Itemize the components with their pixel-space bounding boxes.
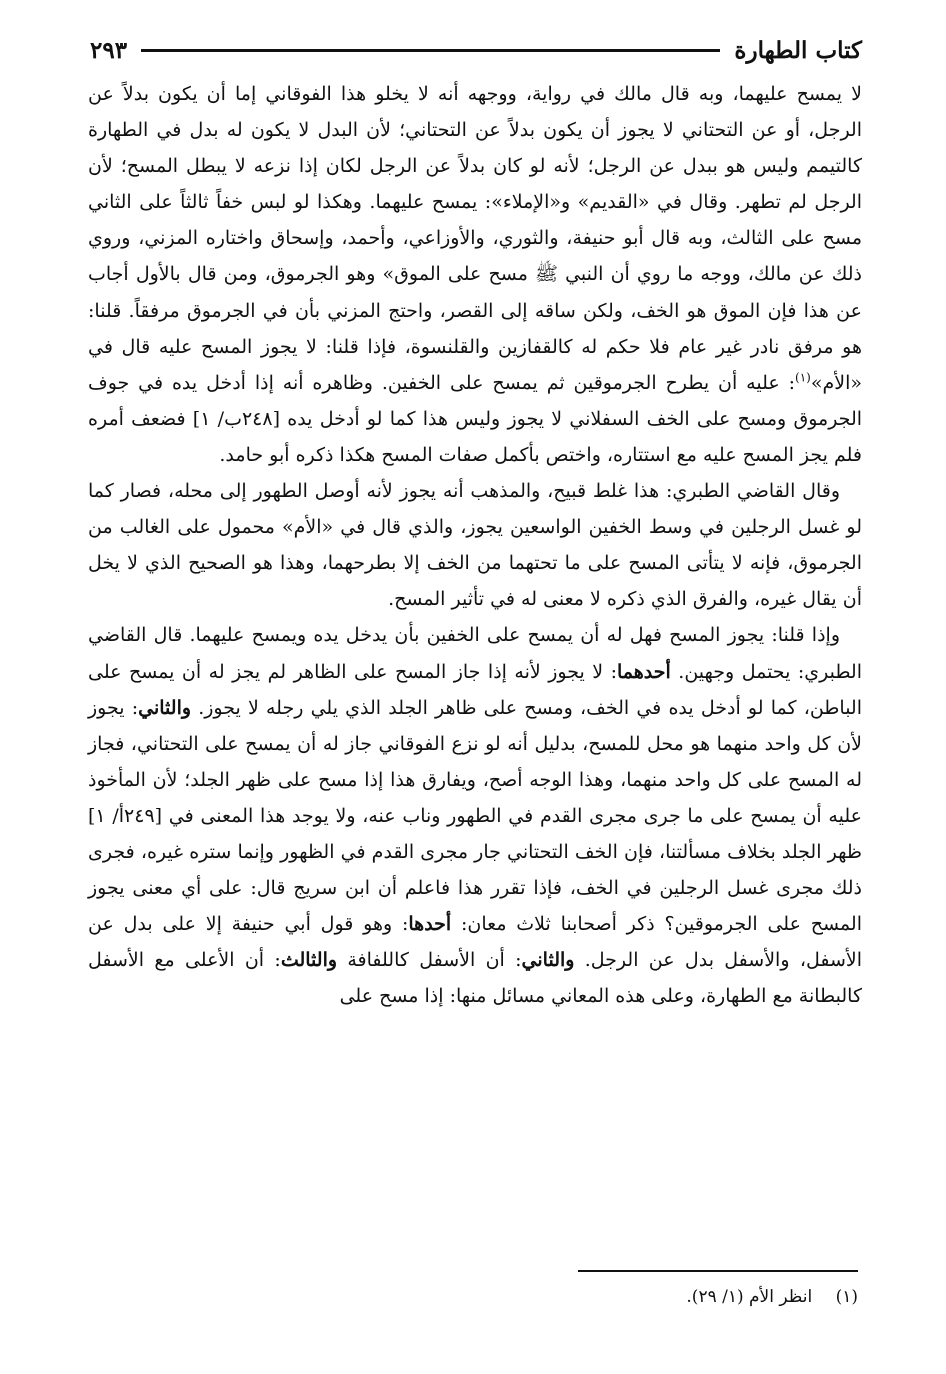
p3-text-g: : وهو قول أبي حنيفة إلا على بدل عن الأسفل، والأسفل بدل عن الرجل. — [88, 913, 862, 972]
p3-text-k: : أن الأعلى مع الأسفل كالبطانة مع الطهارة، وعلى هذه المعاني مسائل منها: إذا مسح على — [88, 949, 862, 1008]
p3-text-i: : أن الأسفل كاللفافة — [337, 949, 522, 972]
running-title: كتاب الطهارة — [734, 36, 862, 64]
paragraph-1-text: لا يمسح عليهما، وبه قال مالك في رواية، ووجهه أنه لا يخلو هذا الفوقاني إما أن يكون بدلاً عن الرجل، أو عن التحتاني لا يجوز أن يكون بدلاً عن التحتاني؛ لأن البدل لا يكون له بدل في الطهارة كالتيمم وليس هو ببدل عن الرجل؛ لأنه لو كان بدلاً عن الرجل لكان إذا نزعه لا يبطل المسح؛ لأن الرجل لم تطهر. وقال في «القديم» و«الإملاء»: يمسح عليهما. وهكذا لو لبس خفاً ثالثاً على الثاني مسح على الثالث، وبه قال أبو حنيفة، والثوري، والأوزاعي، وأحمد، وإسحاق واختاره المزني، وروي ذلك عن مالك، ووجه ما روي أن النبي ﷺ مسح على الموق» وهو الجرموق، ومن قال بالأول أجاب عن هذا فإن الموق هو الخف، ولكن ساقه إلى القصر، واحتج المزني بأن في الجرموق مرفقاً. قلنا: هو مرفق نادر غير عام فلا حكم له كالقفازين والقلنسوة، فإذا قلنا: لا يجوز المسح عليه قال في «الأم» — [88, 83, 862, 394]
page-number: ٢٩٣ — [90, 36, 128, 64]
paragraph-1-continued: : عليه أن يطرح الجرموقين ثم يمسح على الخفين. وظاهره أنه إذا أدخل يده في جوف الجرموق ومسح على الخف السفلاني لا يجوز وليس هذا كما لو أدخل يده [٢٤٨ب/ ١] فضعف أمره فلم يجز المسح عليه مع استتاره، واختص بأكمل صفات المسح هكذا ذكره أبو حامد. — [88, 371, 863, 466]
body-text — [88, 76, 862, 1014]
paragraph-3 — [88, 617, 862, 1014]
footnote-rule — [578, 1270, 858, 1272]
p3-bold-first-meaning: أحدها — [408, 913, 452, 936]
paragraph-2: وقال القاضي الطبري: هذا غلط قبيح، والمذهب أنه يجوز لأنه أوصل الطهور إلى محله، فصار كما لو غسل الرجلين في وسط الخفين الواسعين يجوز، والذي قال في «الأم» محمول على الغالب من الجرموق، فإنه لا يتأتى المسح على ما تحتهما من الخف إلا بطرحهما، وهذا هو الصحيح الذي لا يخل أن يقال غيره، والفرق الذي ذكره لا معنى له في تأثير المسح. — [88, 480, 862, 611]
p3-bold-first: أحدهما — [617, 660, 671, 683]
page-header — [90, 30, 862, 70]
paragraph-1 — [88, 76, 862, 473]
header-rule — [141, 49, 720, 52]
p3-bold-second: والثاني — [138, 696, 192, 719]
p3-bold-second-meaning: والثاني — [521, 949, 575, 972]
p3-text-c: : لا يجوز لأنه إذا جاز المسح على الظاهر لم يجز له أن يمسح على الباطن، كما لو أدخل يده في الخف، ومسح على ظاهر الجلد الذي يلي رجله لا يجوز. — [88, 660, 862, 719]
footnote — [88, 1284, 858, 1310]
footnote-number: (١) — [835, 1287, 858, 1307]
footnote-reference: (١) — [795, 370, 811, 385]
footnote-text: انظر الأم (١/ ٢٩). — [686, 1287, 813, 1307]
p3-bold-third-meaning: والثالث — [280, 949, 338, 972]
p3-text-e: : يجوز لأن كل واحد منهما هو محل للمسح، بدليل أنه لو نزع الفوقاني جاز له أن يمسح على التحتاني، فجاز له المسح على كل واحد منهما، وهذا الوجه أصح، ويفارق هذا إذا مسح على ظهر الجلد؛ لأن المأخوذ عليه أن يمسح على ما جرى مجرى القدم في الطهور وناب عنه، ولا يوجد هذا المعنى في [٢٤٩أ/ ١] ظهر الجلد بخلاف مسألتنا، فإن الخف التحتاني جار مجرى القدم في الظهور وإنما ستره غيره، فجرى ذلك مجرى غسل الرجلين في الخف، فإذا تقرر هذا فاعلم أن ابن سريج قال: على أي معنى يجوز المسح على الجرموقين؟ ذكر أصحابنا ثلاث معان: — [88, 696, 862, 936]
p3-text-a: وإذا قلنا: يجوز المسح فهل له أن يمسح على الخفين بأن يدخل يده ويمسح عليهما. قال القاضي الطبري: يحتمل وجهين. — [88, 624, 862, 683]
